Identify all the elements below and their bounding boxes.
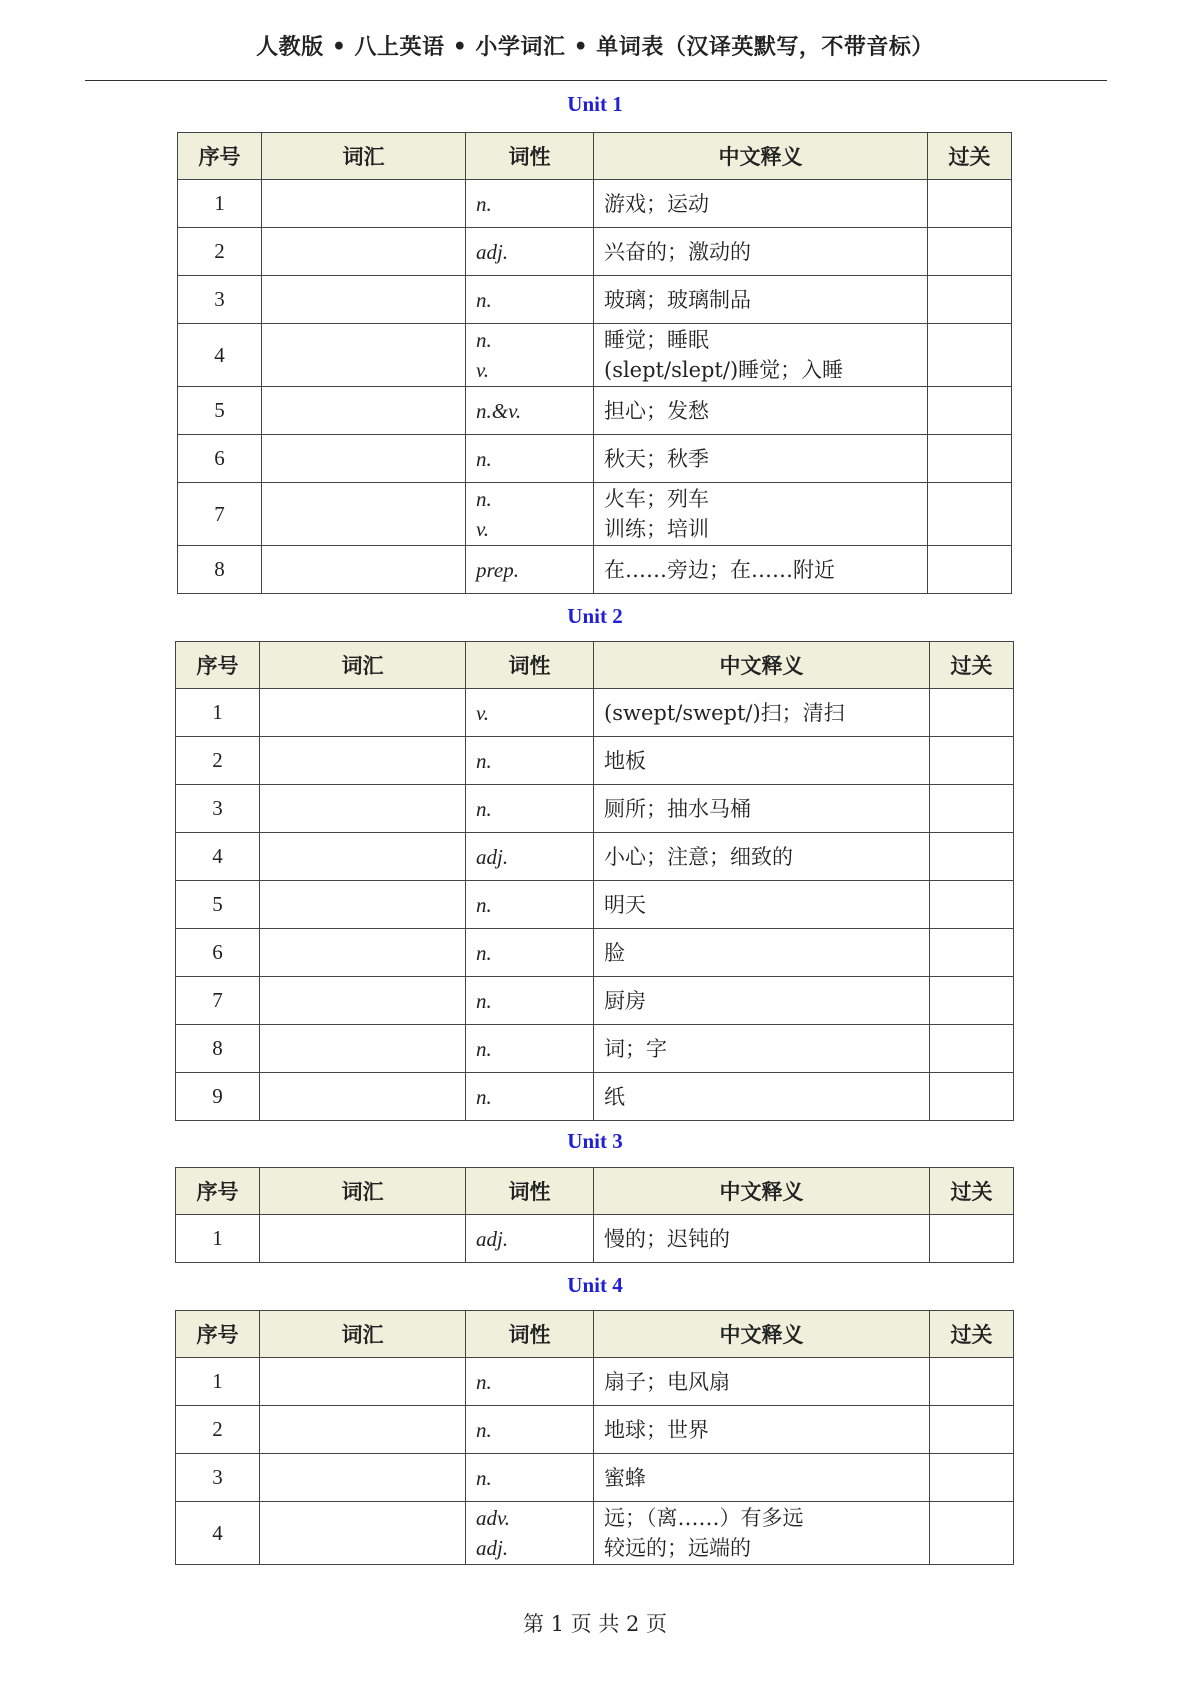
pos-line: adj.	[476, 844, 509, 869]
chinese-meaning	[594, 324, 928, 387]
chinese-meaning	[594, 387, 928, 435]
table-row	[178, 435, 1012, 483]
pos-line: n.	[476, 191, 492, 216]
col-meaning-header: 中文释义	[594, 133, 928, 180]
col-pos-header: 词性	[466, 133, 594, 180]
col-pos-header: 词性	[466, 1311, 594, 1358]
row-number: 3	[176, 785, 260, 833]
col-index-header: 序号	[176, 1168, 260, 1215]
pass-check-cell[interactable]	[928, 228, 1012, 276]
word-answer-cell[interactable]	[260, 1215, 466, 1263]
row-number: 1	[176, 689, 260, 737]
col-word-header: 词汇	[262, 133, 466, 180]
col-pos-header: 词性	[466, 1168, 594, 1215]
pos-line: n.	[476, 1369, 492, 1394]
pos-line: n.&v.	[476, 398, 522, 423]
table-row	[176, 1406, 1014, 1454]
meaning-line: 睡觉；睡眠	[604, 328, 709, 352]
word-answer-cell[interactable]	[262, 228, 466, 276]
meaning-line: 训练；培训	[604, 517, 709, 541]
pos-line: v.	[476, 700, 490, 725]
chinese-meaning	[594, 1406, 930, 1454]
pass-check-cell[interactable]	[928, 387, 1012, 435]
pass-check-cell[interactable]	[930, 977, 1014, 1025]
part-of-speech	[466, 785, 594, 833]
part-of-speech	[466, 977, 594, 1025]
word-answer-cell[interactable]	[262, 546, 466, 594]
part-of-speech	[466, 1454, 594, 1502]
page-number: 第 1 页 共 2 页	[522, 1612, 668, 1636]
chinese-meaning	[594, 977, 930, 1025]
row-number: 3	[178, 276, 262, 324]
meaning-line: 玻璃；玻璃制品	[604, 287, 751, 312]
row-number: 2	[176, 737, 260, 785]
chinese-meaning	[594, 180, 928, 228]
pos-line: adv.	[476, 1506, 511, 1530]
table-row	[176, 1502, 1014, 1565]
meaning-line: 词；字	[604, 1036, 667, 1061]
col-pass-header: 过关	[930, 642, 1014, 689]
pos-line: n.	[476, 1417, 492, 1442]
meaning-line: 地板	[604, 748, 646, 773]
meaning-line: 远；（离……）有多远	[604, 1506, 804, 1530]
pass-check-cell[interactable]	[930, 1454, 1014, 1502]
meaning-line: 火车；列车	[604, 487, 709, 511]
header-divider	[85, 80, 1107, 81]
pass-check-cell[interactable]	[930, 1358, 1014, 1406]
table-row	[176, 785, 1014, 833]
table-row	[176, 1215, 1014, 1263]
pass-check-cell[interactable]	[930, 737, 1014, 785]
word-answer-cell[interactable]	[262, 180, 466, 228]
unit-title: Unit 2	[567, 604, 623, 628]
word-answer-cell[interactable]	[262, 483, 466, 546]
word-answer-cell[interactable]	[260, 881, 466, 929]
table-row	[176, 881, 1014, 929]
pass-check-cell[interactable]	[930, 1215, 1014, 1263]
chinese-meaning	[594, 737, 930, 785]
part-of-speech	[466, 1358, 594, 1406]
row-number: 5	[176, 881, 260, 929]
pass-check-cell[interactable]	[928, 180, 1012, 228]
unit-title: Unit 1	[567, 92, 623, 116]
table-row	[178, 228, 1012, 276]
meaning-line: 小心；注意；细致的	[604, 844, 793, 869]
table-row	[176, 1358, 1014, 1406]
part-of-speech	[466, 180, 594, 228]
word-answer-cell[interactable]	[262, 435, 466, 483]
word-answer-cell[interactable]	[262, 276, 466, 324]
meaning-line: 地球；世界	[604, 1417, 709, 1442]
pass-check-cell[interactable]	[928, 324, 1012, 387]
pos-line: n.	[476, 796, 492, 821]
table-row	[178, 546, 1012, 594]
unit-title: Unit 4	[567, 1273, 623, 1297]
row-number: 2	[176, 1406, 260, 1454]
table-row	[176, 1073, 1014, 1121]
chinese-meaning	[594, 929, 930, 977]
meaning-line: 较远的；远端的	[604, 1536, 751, 1560]
word-answer-cell[interactable]	[260, 1073, 466, 1121]
pass-check-cell[interactable]	[928, 276, 1012, 324]
table-row	[176, 1025, 1014, 1073]
pass-check-cell[interactable]	[930, 1025, 1014, 1073]
table-row	[176, 833, 1014, 881]
vocab-table	[175, 641, 1014, 1121]
pos-line: n.	[476, 446, 492, 471]
pos-line: n.	[476, 988, 492, 1013]
word-answer-cell[interactable]	[262, 387, 466, 435]
word-answer-cell[interactable]	[260, 1025, 466, 1073]
pass-check-cell[interactable]	[930, 833, 1014, 881]
part-of-speech	[466, 881, 594, 929]
pos-line: v.	[476, 517, 490, 541]
part-of-speech	[466, 833, 594, 881]
meaning-line: 慢的；迟钝的	[604, 1226, 730, 1251]
part-of-speech	[466, 276, 594, 324]
row-number: 2	[178, 228, 262, 276]
pos-line: n.	[476, 1036, 492, 1061]
chinese-meaning	[594, 1358, 930, 1406]
col-meaning-header: 中文释义	[594, 1311, 930, 1358]
word-answer-cell[interactable]	[260, 1406, 466, 1454]
part-of-speech	[466, 1502, 594, 1565]
row-number: 4	[176, 1502, 260, 1565]
meaning-line: 厕所；抽水马桶	[604, 796, 751, 821]
part-of-speech	[466, 929, 594, 977]
vocab-table	[175, 1310, 1014, 1565]
pass-check-cell[interactable]	[930, 1502, 1014, 1565]
col-pos-header: 词性	[466, 642, 594, 689]
pos-line: n.	[476, 940, 492, 965]
word-answer-cell[interactable]	[260, 1502, 466, 1565]
pos-line: n.	[476, 328, 492, 352]
col-index-header: 序号	[176, 1311, 260, 1358]
table-row	[178, 324, 1012, 387]
col-pass-header: 过关	[928, 133, 1012, 180]
part-of-speech	[466, 689, 594, 737]
pass-check-cell[interactable]	[930, 785, 1014, 833]
table-row	[176, 929, 1014, 977]
chinese-meaning	[594, 1025, 930, 1073]
part-of-speech	[466, 435, 594, 483]
chinese-meaning	[594, 228, 928, 276]
chinese-meaning	[594, 435, 928, 483]
chinese-meaning	[594, 1073, 930, 1121]
page-title: 人教版 • 八上英语 • 小学词汇 • 单词表（汉译英默写，不带音标）	[256, 34, 934, 60]
pos-line: n.	[476, 287, 492, 312]
pass-check-cell[interactable]	[928, 435, 1012, 483]
table-header-row	[178, 133, 1012, 180]
word-answer-cell[interactable]	[260, 785, 466, 833]
word-answer-cell[interactable]	[260, 1358, 466, 1406]
word-answer-cell[interactable]	[262, 324, 466, 387]
chinese-meaning	[594, 689, 930, 737]
meaning-line: 游戏；运动	[604, 191, 709, 216]
part-of-speech	[466, 1406, 594, 1454]
meaning-line: 兴奋的；激动的	[604, 239, 751, 264]
meaning-line: 蜜蜂	[604, 1465, 646, 1490]
pos-line: n.	[476, 748, 492, 773]
row-number: 7	[176, 977, 260, 1025]
chinese-meaning	[594, 483, 928, 546]
pos-line: n.	[476, 892, 492, 917]
pass-check-cell[interactable]	[928, 483, 1012, 546]
vocab-table	[177, 132, 1012, 594]
row-number: 6	[176, 929, 260, 977]
row-number: 1	[176, 1215, 260, 1263]
table-row	[178, 483, 1012, 546]
meaning-line: 担心；发愁	[604, 398, 709, 423]
row-number: 4	[178, 324, 262, 387]
chinese-meaning	[594, 1502, 930, 1565]
part-of-speech	[466, 228, 594, 276]
row-number: 1	[178, 180, 262, 228]
row-number: 4	[176, 833, 260, 881]
unit-title: Unit 3	[567, 1129, 623, 1153]
word-answer-cell[interactable]	[260, 833, 466, 881]
meaning-line: (slept/slept/)睡觉；入睡	[604, 358, 844, 382]
row-number: 9	[176, 1073, 260, 1121]
part-of-speech	[466, 546, 594, 594]
chinese-meaning	[594, 1454, 930, 1502]
row-number: 7	[178, 483, 262, 546]
pos-line: n.	[476, 1084, 492, 1109]
col-pass-header: 过关	[930, 1168, 1014, 1215]
part-of-speech	[466, 1025, 594, 1073]
col-word-header: 词汇	[260, 642, 466, 689]
col-word-header: 词汇	[260, 1168, 466, 1215]
chinese-meaning	[594, 546, 928, 594]
meaning-line: 明天	[604, 892, 646, 917]
table-row	[178, 276, 1012, 324]
table-row	[176, 1454, 1014, 1502]
pos-line: adj.	[476, 1536, 509, 1560]
meaning-line: 秋天；秋季	[604, 446, 709, 471]
row-number: 6	[178, 435, 262, 483]
table-header-row	[176, 1311, 1014, 1358]
meaning-line: (swept/swept/)扫；清扫	[604, 700, 845, 725]
pass-check-cell[interactable]	[930, 1073, 1014, 1121]
vocab-table	[175, 1167, 1014, 1263]
pos-line: prep.	[476, 557, 519, 582]
meaning-line: 纸	[604, 1084, 625, 1109]
part-of-speech	[466, 483, 594, 546]
chinese-meaning	[594, 833, 930, 881]
pass-check-cell[interactable]	[930, 881, 1014, 929]
chinese-meaning	[594, 1215, 930, 1263]
col-pass-header: 过关	[930, 1311, 1014, 1358]
table-row	[178, 387, 1012, 435]
table-header-row	[176, 642, 1014, 689]
word-answer-cell[interactable]	[260, 737, 466, 785]
row-number: 1	[176, 1358, 260, 1406]
meaning-line: 扇子；电风扇	[604, 1369, 730, 1394]
col-word-header: 词汇	[260, 1311, 466, 1358]
row-number: 3	[176, 1454, 260, 1502]
part-of-speech	[466, 387, 594, 435]
pass-check-cell[interactable]	[930, 689, 1014, 737]
chinese-meaning	[594, 276, 928, 324]
pos-line: adj.	[476, 1226, 509, 1251]
word-answer-cell[interactable]	[260, 1454, 466, 1502]
table-row	[176, 977, 1014, 1025]
pos-line: n.	[476, 487, 492, 511]
col-meaning-header: 中文释义	[594, 1168, 930, 1215]
word-answer-cell[interactable]	[260, 689, 466, 737]
col-index-header: 序号	[178, 133, 262, 180]
word-answer-cell[interactable]	[260, 977, 466, 1025]
row-number: 8	[176, 1025, 260, 1073]
pass-check-cell[interactable]	[928, 546, 1012, 594]
row-number: 8	[178, 546, 262, 594]
pos-line: adj.	[476, 239, 509, 264]
part-of-speech	[466, 1215, 594, 1263]
chinese-meaning	[594, 785, 930, 833]
meaning-line: 在……旁边；在……附近	[604, 557, 835, 582]
table-row	[178, 180, 1012, 228]
table-row	[176, 737, 1014, 785]
chinese-meaning	[594, 881, 930, 929]
word-answer-cell[interactable]	[260, 929, 466, 977]
pass-check-cell[interactable]	[930, 1406, 1014, 1454]
meaning-line: 脸	[604, 940, 625, 965]
table-row	[176, 689, 1014, 737]
pos-line: v.	[476, 358, 490, 382]
part-of-speech	[466, 1073, 594, 1121]
row-number: 5	[178, 387, 262, 435]
part-of-speech	[466, 324, 594, 387]
col-meaning-header: 中文释义	[594, 642, 930, 689]
pass-check-cell[interactable]	[930, 929, 1014, 977]
pos-line: n.	[476, 1465, 492, 1490]
meaning-line: 厨房	[604, 988, 646, 1013]
col-index-header: 序号	[176, 642, 260, 689]
part-of-speech	[466, 737, 594, 785]
table-header-row	[176, 1168, 1014, 1215]
